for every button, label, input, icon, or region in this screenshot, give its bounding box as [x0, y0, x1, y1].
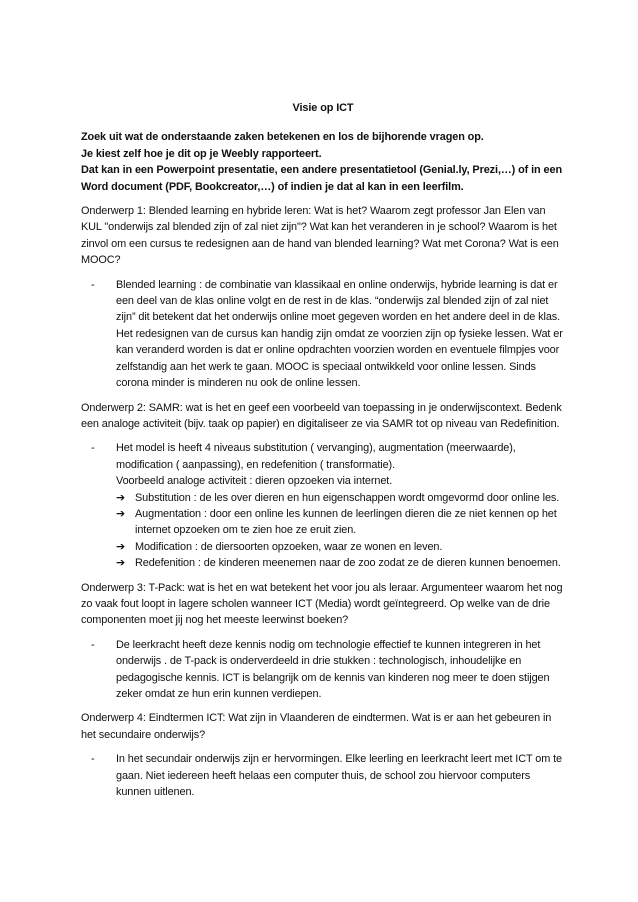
samr-levels-list [116, 490, 565, 572]
answer-4-text: In het secundair onderwijs zijn er hervormingen. Elke leerling en leerkracht leert met ICT om te gaan. Niet iedereen heeft helaas een computer thuis, de school zou hiervoor computers kunnen uitlenen. [116, 753, 562, 799]
page-title: Visie op ICT [292, 102, 354, 114]
list-item [116, 490, 565, 506]
bullet-dash: - [91, 753, 95, 766]
instruction-line: Je kiest zelf hoe je dit op je Weebly rapporteert. [81, 147, 322, 160]
question-4: Onderwerp 4: Eindtermen ICT: Wat zijn in Vlaanderen de eindtermen. Wat is er aan het gebeuren in het secundaire onderwijs? [81, 712, 552, 741]
document-page [81, 96, 565, 808]
answer-2-text: Het model is heeft 4 niveaus substitution ( vervanging), augmentation (meerwaarde), modification ( aanpassing), en redefenition ( transformatie). [116, 442, 516, 471]
answer-1 [81, 277, 565, 392]
answer-2 [81, 440, 565, 571]
instructions [81, 129, 565, 195]
question-2: Onderwerp 2: SAMR: wat is het en geef een voorbeeld van toepassing in je onderwijscontext. Bedenk een analoge activiteit (bijv. taak op papier) en digitaliseer ze via SAMR tot op niveau van Redefinition. [81, 401, 562, 430]
list-item-text: Redefenition : de kinderen meenemen naar de zoo zodat ze de dieren kunnen benoemen. [135, 557, 561, 570]
bullet-dash: - [91, 638, 95, 651]
bullet-dash: - [91, 442, 95, 455]
instruction-line: Dat kan in een Powerpoint presentatie, een andere presentatietool (Genial.ly, Prezi,…) of in een [81, 164, 563, 177]
arrow-right-icon: ➔ [116, 540, 126, 553]
question-1: Onderwerp 1: Blended learning en hybride leren: Wat is het? Waarom zegt professor Jan Elen van KUL "onderwijs zal blended zijn of zal niet zijn"? Wat kan het veranderen in je school? Waarom is het zinvol om een cursus te redesignen aan de hand van blended learning? Wat met Corona? Wat is een MOOC? [81, 205, 559, 267]
answer-3-text: De leerkracht heeft deze kennis nodig om technologie effectief te kunnen integreren in het onderwijs . de T-pack is onderverdeeld in drie stukken : technologisch, inhoudelijke en pedagogische kennis. ICT is belangrijk om de kennis van kinderen nog meer te doen stijgen zeker omdat ze hun erin kunnen verdiepen. [116, 638, 550, 700]
answer-2-example: Voorbeeld analoge activiteit : dieren opzoeken via internet. [116, 475, 393, 488]
answer-3 [81, 637, 565, 703]
instruction-line: Zoek uit wat de onderstaande zaken betekenen en los de bijhorende vragen op. [81, 131, 484, 144]
list-item [116, 539, 565, 555]
arrow-right-icon: ➔ [116, 557, 126, 570]
list-item [116, 506, 565, 539]
arrow-right-icon: ➔ [116, 507, 126, 520]
list-item-text: Modification : de diersoorten opzoeken, waar ze wonen en leven. [135, 540, 443, 553]
answer-1-text: Blended learning : de combinatie van klassikaal en online onderwijs, hybride learning is dat er een deel van de klas online volgt en de rest in de klas. “onderwijs zal blended zijn of zal niet zijn” dit betekent dat het onderwijs online moet gegeven worden en het andere deel in de klas. Het redesignen van de cursus kan handig zijn omdat ze voorzien zijn op fysieke lessen. Wat er kan veranderd worden is dat er online opdrachten voorzien worden en eventuele filmpjes voor zelfstandig aan het werk te gaan. MOOC is speciaal ontwikkeld voor online lessen. Sinds corona minder is minderen nu ook de online lessen. [116, 278, 563, 390]
list-item-text: Augmentation : door een online les kunnen de leerlingen dieren die ze niet kennen op het internet opzoeken om te zien hoe ze eruit zien. [135, 507, 557, 537]
question-3: Onderwerp 3: T-Pack: wat is het en wat betekent het voor jou als leraar. Argumenteer waarom het nog zo vaak fout loopt in lagere scholen wanneer ICT (Media) wordt geïntegreerd. Op welke van de drie componenten moet jij nog het meeste leerwinst boeken? [81, 581, 563, 627]
answer-4 [81, 751, 565, 800]
bullet-dash: - [91, 278, 95, 291]
instruction-line: Word document (PDF, Bookcreator,…) of indien je dat al kan in een leerfilm. [81, 180, 464, 193]
arrow-right-icon: ➔ [116, 491, 126, 504]
list-item [116, 555, 565, 571]
list-item-text: Substitution : de les over dieren en hun eigenschappen wordt omgevormd door online les. [135, 491, 560, 504]
